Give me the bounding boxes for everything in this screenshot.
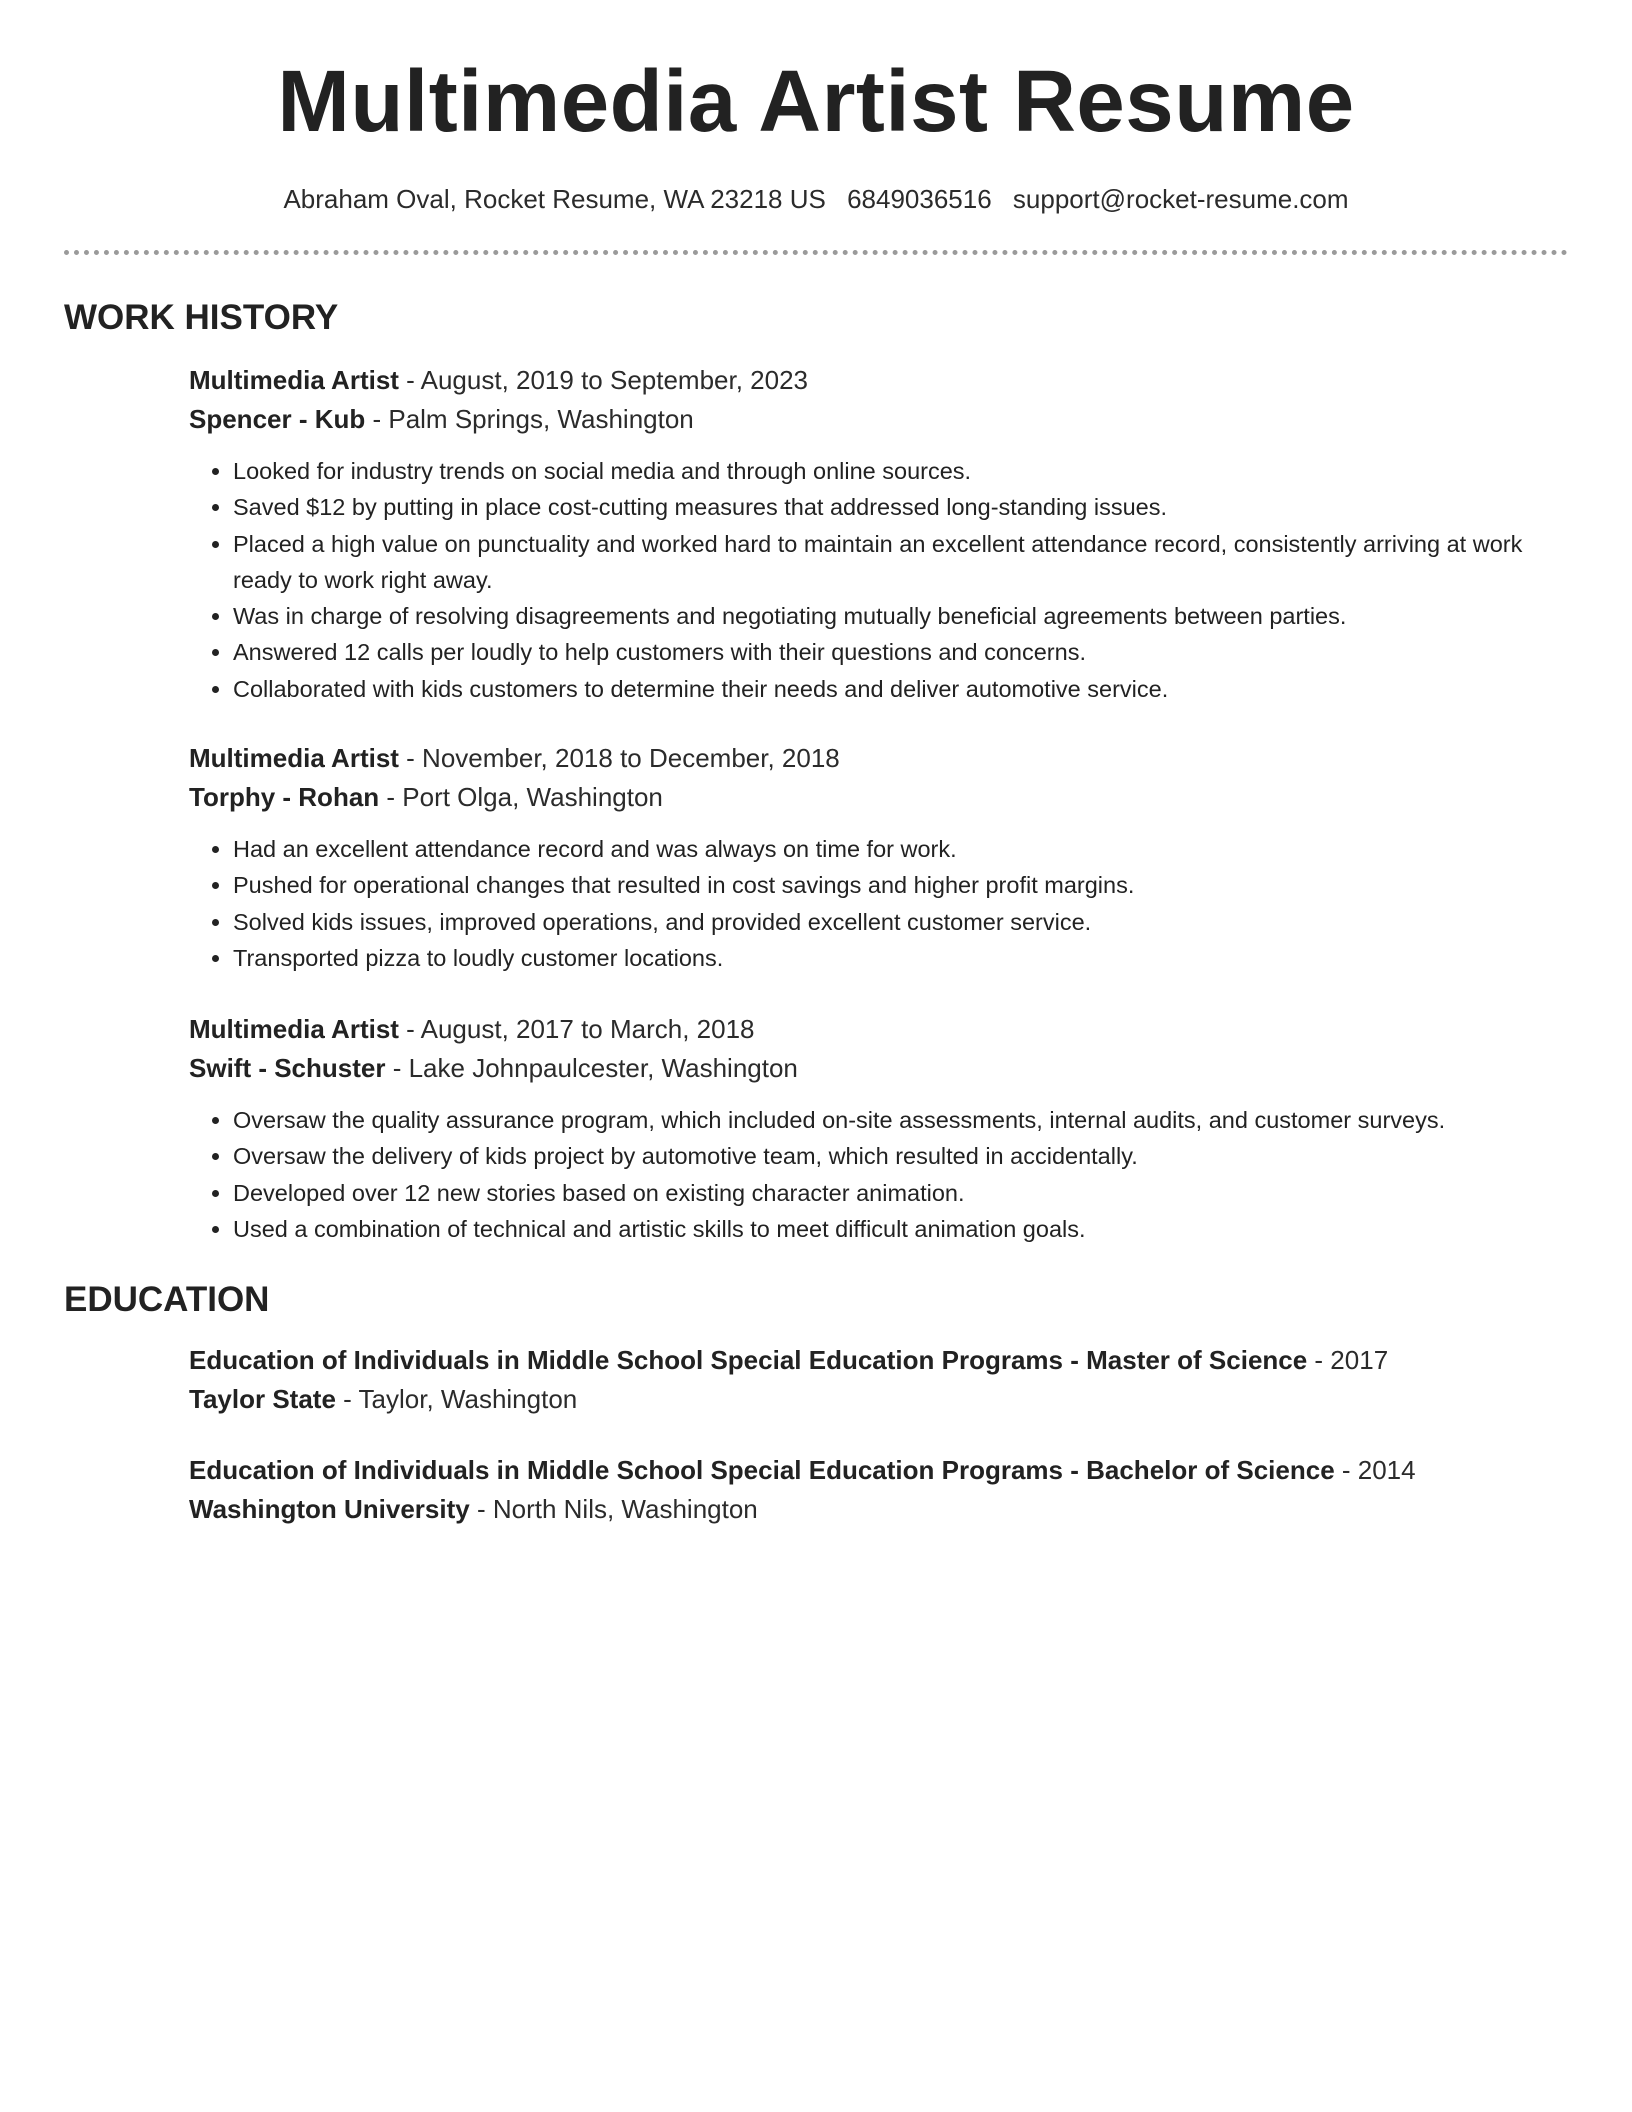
- education-location: - Taylor, Washington: [335, 1384, 578, 1414]
- job-bullet: • Saved $12 by putting in place cost-cutting measures that addressed long-standing issues.: [233, 489, 1559, 525]
- job-bullet: • Looked for industry trends on social media and through online sources.: [233, 453, 1559, 489]
- contact-info: [0, 182, 1632, 216]
- job-bullets: [189, 453, 1559, 707]
- job-bullet: • Collaborated with kids customers to determine their needs and deliver automotive service.: [233, 671, 1559, 707]
- job-dates: - November, 2018 to December, 2018: [398, 743, 840, 773]
- education-entry: [189, 1341, 1559, 1419]
- job-bullet: • Oversaw the delivery of kids project by automotive team, which resulted in accidentally.: [233, 1138, 1559, 1174]
- contact-phone: 6849036516: [847, 184, 992, 214]
- job-bullet: • Was in charge of resolving disagreements and negotiating mutually beneficial agreements between parties.: [233, 598, 1559, 634]
- job-company-line: [189, 778, 1559, 817]
- education-heading: EDUCATION: [64, 1280, 270, 1319]
- job-company: Swift - Schuster: [189, 1053, 386, 1083]
- job-bullet: • Developed over 12 new stories based on existing character animation.: [233, 1175, 1559, 1211]
- education-degree-line: [189, 1451, 1559, 1490]
- job-entry: [189, 739, 1559, 976]
- job-title-line: [189, 1010, 1559, 1049]
- job-title: Multimedia Artist: [189, 743, 399, 773]
- job-entry: [189, 361, 1559, 707]
- job-bullet: • Placed a high value on punctuality and worked hard to maintain an excellent attendance record, consistently arriving at work ready to work right away.: [233, 526, 1559, 599]
- education-degree: Education of Individuals in Middle School Special Education Programs - Bachelor of Science: [189, 1455, 1335, 1485]
- job-dates: - August, 2019 to September, 2023: [398, 365, 809, 395]
- job-bullets: [189, 1102, 1559, 1247]
- job-company-line: [189, 1049, 1559, 1088]
- education-location: - North Nils, Washington: [469, 1494, 758, 1524]
- job-dates: - August, 2017 to March, 2018: [398, 1014, 755, 1044]
- education-degree-line: [189, 1341, 1559, 1380]
- job-title: Multimedia Artist: [189, 1014, 399, 1044]
- job-bullet: • Solved kids issues, improved operations, and provided excellent customer service.: [233, 904, 1559, 940]
- job-bullet: • Answered 12 calls per loudly to help customers with their questions and concerns.: [233, 634, 1559, 670]
- job-title-line: [189, 739, 1559, 778]
- job-bullet: • Oversaw the quality assurance program, which included on-site assessments, internal audits, and customer surveys.: [233, 1102, 1559, 1138]
- job-title: Multimedia Artist: [189, 365, 399, 395]
- job-company: Torphy - Rohan: [189, 782, 380, 812]
- job-company-line: [189, 400, 1559, 439]
- job-company: Spencer - Kub: [189, 404, 366, 434]
- resume-title: Multimedia Artist Resume: [277, 53, 1355, 150]
- education-entry: [189, 1451, 1559, 1529]
- job-location: - Palm Springs, Washington: [365, 404, 694, 434]
- job-bullet: • Used a combination of technical and artistic skills to meet difficult animation goals.: [233, 1211, 1559, 1247]
- education-year: - 2014: [1334, 1455, 1416, 1485]
- header-divider: [64, 250, 1568, 255]
- education-school-line: [189, 1490, 1559, 1529]
- work-history-heading: WORK HISTORY: [64, 298, 339, 337]
- job-location: - Port Olga, Washington: [379, 782, 663, 812]
- job-bullet: • Transported pizza to loudly customer locations.: [233, 940, 1559, 976]
- education-school: Taylor State: [189, 1384, 336, 1414]
- education-school: Washington University: [189, 1494, 470, 1524]
- education-school-line: [189, 1380, 1559, 1419]
- job-entry: [189, 1010, 1559, 1247]
- job-title-line: [189, 361, 1559, 400]
- job-bullet: • Pushed for operational changes that resulted in cost savings and higher profit margins.: [233, 867, 1559, 903]
- education-year: - 2017: [1307, 1345, 1389, 1375]
- job-bullet: • Had an excellent attendance record and was always on time for work.: [233, 831, 1559, 867]
- contact-email: support@rocket-resume.com: [1012, 184, 1349, 214]
- education-degree: Education of Individuals in Middle School Special Education Programs - Master of Science: [189, 1345, 1308, 1375]
- job-bullets: [189, 831, 1559, 976]
- job-location: - Lake Johnpaulcester, Washington: [385, 1053, 798, 1083]
- contact-address: Abraham Oval, Rocket Resume, WA 23218 US: [283, 184, 826, 214]
